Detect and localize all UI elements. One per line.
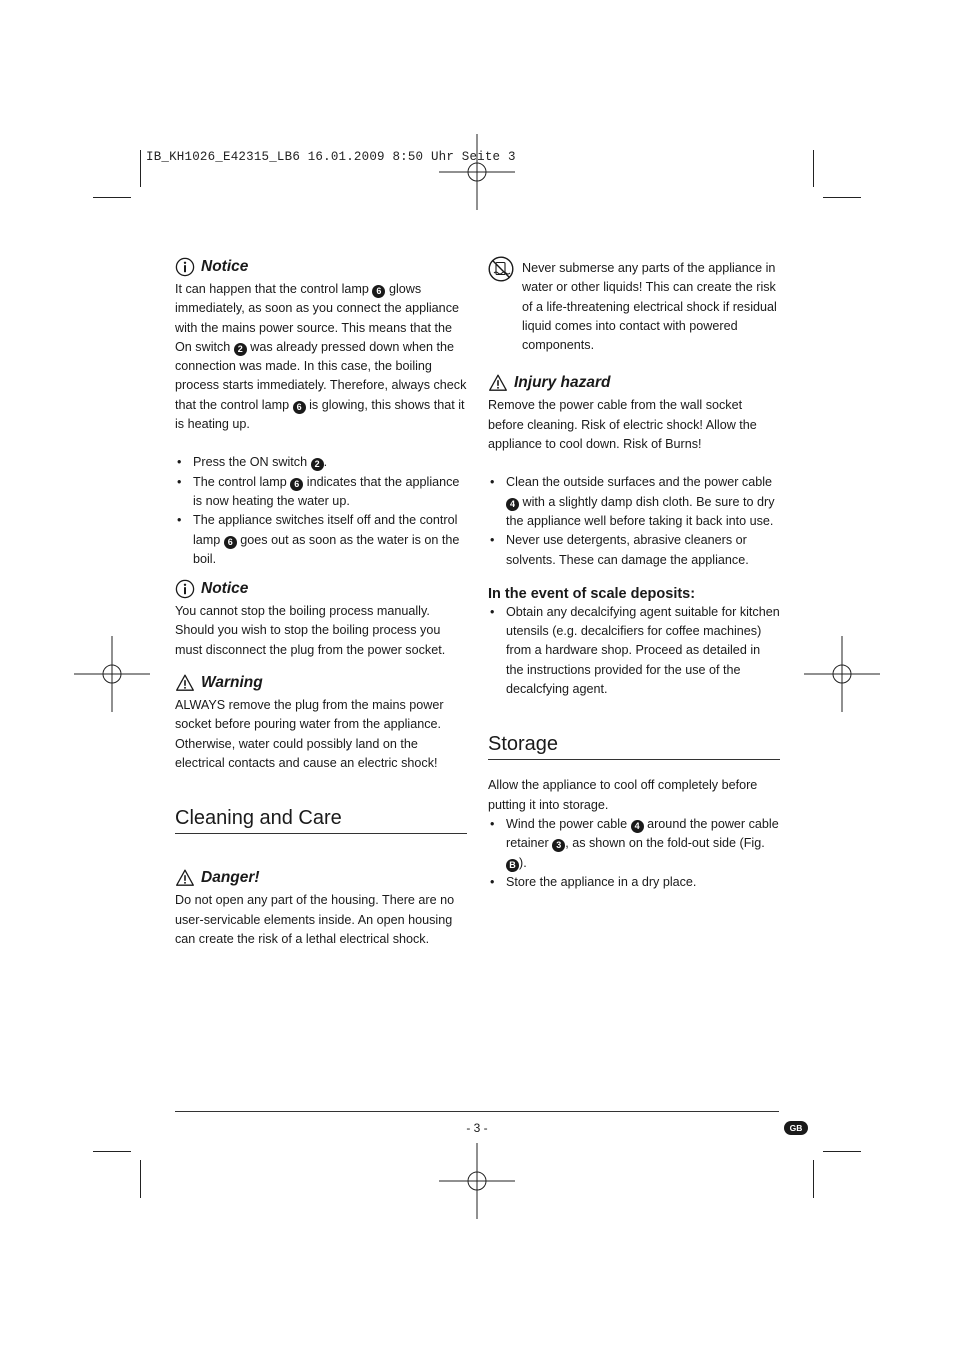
text-run: was already pressed down when the connection was made. In this case, the boiling process starts immediately. Therefore, always check that the control lamp [175,339,467,412]
info-icon [175,257,195,277]
notice-heading [175,256,467,278]
figure-badge: B [506,859,519,872]
injury-hazard-heading [488,372,780,394]
registration-mark-icon [439,134,515,210]
list-item [488,531,780,570]
warning-block [175,672,467,773]
danger-text: Do not open any part of the housing. There are no user-servicable elements inside. An open housing can create the risk of a lethal electrical shock. [175,893,455,946]
list-item [175,473,467,512]
part-number-badge: 2 [311,458,324,471]
text-run: indicates that the appliance is now heating the water up. [193,474,460,508]
text-run: The control lamp [193,474,287,489]
cleaning-steps-list [488,473,780,569]
text-run: It can happen that the control lamp [175,282,369,296]
notice-block [175,256,467,434]
crop-mark [140,150,141,187]
notice-block [175,578,467,660]
no-immersion-text: Never submerse any parts of the appliance in water or other liquids! This can create the risk of a life-threatening electrical shock if residual liquid comes into contact with powered components. [522,261,777,353]
injury-hazard-title: Injury hazard [514,374,611,392]
info-icon [175,579,195,599]
no-immersion-icon [488,256,514,282]
printer-slug: IB_KH1026_E42315_LB6 16.01.2009 8:50 Uhr Seite 3 [146,150,516,164]
crop-mark [93,197,131,198]
registration-mark-icon [804,636,880,712]
text-run: Press the ON switch [193,455,308,470]
storage-steps-list [488,815,780,892]
injury-hazard-text: Remove the power cable from the wall socket before cleaning. Risk of electric shock! Allow the appliance to cool down. Risk of Burns! [488,398,757,452]
warning-triangle-icon [175,673,195,693]
footer-rule [175,1111,779,1112]
list-item [488,815,780,873]
warning-heading [175,672,467,694]
text-run: with a slightly damp dish cloth. Be sure to dry the appliance well before taking it back into use. [506,494,775,528]
text-run: Never use detergents, abrasive cleaners or solvents. These can damage the appliance. [506,533,749,567]
notice-text: You cannot stop the boiling process manually. Should you wish to stop the boiling process you must disconnect the plug from the power socket. [175,604,446,657]
crop-mark [823,197,861,198]
list-item: • Obtain any decalcifying agent suitable for kitchen utensils (e.g. decalcifiers for coffee machines) from a hardware shop. Proceed as detailed in the instructions provided for the use of the decalcfying agent. [488,603,780,699]
text-run: Wind the power cable [506,816,628,831]
storage-intro: Allow the appliance to cool off completely before putting it into storage. [488,778,758,812]
part-number-badge: 6 [290,478,303,491]
part-number-badge: 2 [234,343,247,356]
section-title-cleaning: Cleaning and Care [175,807,467,834]
list-item: • Store the appliance in a dry place. [488,873,780,892]
list-item [175,511,467,569]
danger-block [175,867,467,949]
warning-title: Warning [201,674,263,692]
part-number-badge: 6 [372,285,385,298]
text-run: around the power cable retainer [506,816,779,851]
injury-hazard-block [488,372,780,454]
text-run: The appliance switches itself off and the control lamp [193,513,458,547]
part-number-badge: 6 [293,401,306,414]
crop-mark [140,1160,141,1198]
text-run: ). [519,855,527,870]
text-run: goes out as soon as the water is on the boil. [193,532,460,566]
part-number-badge: 4 [506,498,519,511]
left-column [175,256,467,949]
text-run: , as shown on the fold-out side (Fig. [565,836,765,851]
list-item [488,473,780,531]
section-title-storage: Storage [488,733,780,760]
notice-title: Notice [201,580,249,598]
operation-steps-list [175,453,467,569]
list-item: • Press the ON switch 2 . [175,453,467,472]
danger-title: Danger! [201,869,260,887]
part-number-badge: 4 [631,820,644,833]
notice-title: Notice [201,258,249,275]
crop-mark [813,150,814,187]
page-number: - 3 - [466,1121,488,1135]
crop-mark [813,1160,814,1198]
right-column [488,256,780,892]
warning-triangle-icon [175,868,195,888]
registration-mark-icon [74,636,150,712]
no-immersion-block [488,256,780,355]
notice-heading [175,578,467,600]
warning-text: ALWAYS remove the plug from the mains power socket before pouring water from the appliance. Otherwise, water could possibly land on the electrical contacts and cause an electric shock! [175,698,444,770]
scale-deposits-block [488,586,780,699]
text-run: is glowing, this shows that it is heating up. [175,397,465,432]
crop-mark [93,1151,131,1152]
registration-mark-icon [439,1143,515,1219]
notice-text [175,280,467,434]
part-number-badge: 6 [224,536,237,549]
scale-steps-list [488,603,780,699]
scale-deposits-heading: In the event of scale deposits: [488,585,696,602]
text-run: glows immediately, as soon as you connect the appliance with the mains power source. This means that the On switch [175,282,459,354]
part-number-badge: 3 [552,839,565,852]
language-badge: GB [784,1121,808,1135]
danger-heading [175,867,467,889]
warning-triangle-icon [488,373,508,393]
text-run: Clean the outside surfaces and the power cable [506,475,773,490]
crop-mark [823,1151,861,1152]
